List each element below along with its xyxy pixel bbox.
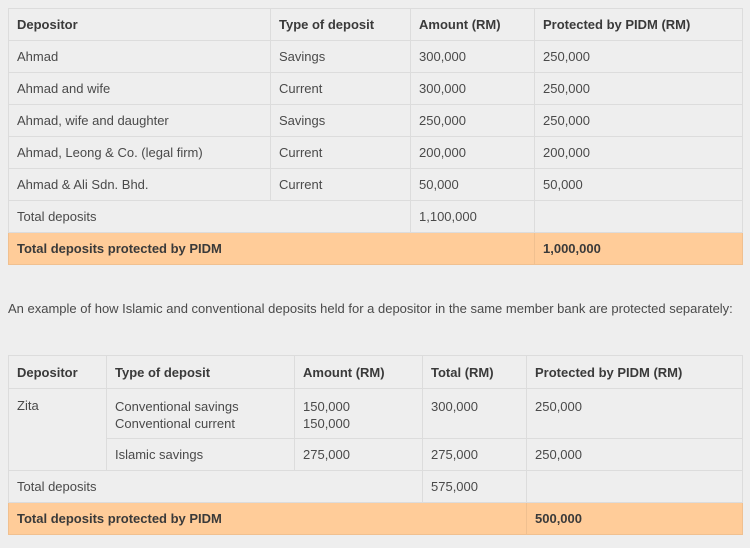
cell-amount bbox=[295, 389, 423, 439]
table-header-row bbox=[9, 9, 743, 41]
cell-type: Current bbox=[271, 73, 411, 105]
cell-type: Savings bbox=[271, 41, 411, 73]
table-row bbox=[9, 389, 743, 439]
cell-depositor: Ahmad, Leong & Co. (legal firm) bbox=[9, 137, 271, 169]
deposit-table-2 bbox=[8, 355, 743, 535]
total-deposits-label: Total deposits bbox=[9, 471, 423, 503]
cell-protected: 200,000 bbox=[535, 137, 743, 169]
cell-amount: 300,000 bbox=[411, 41, 535, 73]
conv-current-label: Conventional current bbox=[115, 416, 235, 431]
total-deposits-amount: 575,000 bbox=[423, 471, 527, 503]
table-row bbox=[9, 439, 743, 471]
deposit-table-1 bbox=[8, 8, 743, 265]
col-header-depositor: Depositor bbox=[9, 356, 107, 389]
cell-protected: 50,000 bbox=[535, 169, 743, 201]
cell-protected bbox=[527, 389, 743, 439]
total-deposits-empty bbox=[527, 471, 743, 503]
col-header-type: Type of deposit bbox=[271, 9, 411, 41]
cell-total bbox=[423, 389, 527, 439]
total-deposits-label: Total deposits bbox=[9, 201, 411, 233]
table-row bbox=[9, 41, 743, 73]
total-protected-row bbox=[9, 233, 743, 265]
total-protected-amount: 500,000 bbox=[527, 503, 743, 535]
cell-protected: 250,000 bbox=[535, 73, 743, 105]
cell-depositor: Ahmad, wife and daughter bbox=[9, 105, 271, 137]
conv-savings-amount: 150,000 bbox=[303, 399, 350, 414]
cell-type: Current bbox=[271, 137, 411, 169]
cell-total: 275,000 bbox=[423, 439, 527, 471]
table-header-row bbox=[9, 356, 743, 389]
cell-amount: 50,000 bbox=[411, 169, 535, 201]
cell-type: Current bbox=[271, 169, 411, 201]
cell-protected: 250,000 bbox=[527, 439, 743, 471]
cell-amount: 300,000 bbox=[411, 73, 535, 105]
total-protected-amount: 1,000,000 bbox=[535, 233, 743, 265]
cell-amount: 250,000 bbox=[411, 105, 535, 137]
conv-protected: 250,000 bbox=[535, 399, 582, 414]
cell-depositor: Ahmad and wife bbox=[9, 73, 271, 105]
total-deposits-empty bbox=[535, 201, 743, 233]
col-header-protected: Protected by PIDM (RM) bbox=[527, 356, 743, 389]
col-header-type: Type of deposit bbox=[107, 356, 295, 389]
cell-amount: 275,000 bbox=[295, 439, 423, 471]
col-header-protected: Protected by PIDM (RM) bbox=[535, 9, 743, 41]
conv-total: 300,000 bbox=[431, 399, 478, 414]
total-deposits-row bbox=[9, 201, 743, 233]
table-row bbox=[9, 169, 743, 201]
total-deposits-amount: 1,100,000 bbox=[411, 201, 535, 233]
col-header-amount: Amount (RM) bbox=[411, 9, 535, 41]
cell-type: Savings bbox=[271, 105, 411, 137]
conv-savings-label: Conventional savings bbox=[115, 399, 239, 414]
intro-paragraph: An example of how Islamic and conventional deposits held for a depositor in the same member bank are protected separately: bbox=[8, 301, 733, 316]
cell-amount: 200,000 bbox=[411, 137, 535, 169]
total-protected-label: Total deposits protected by PIDM bbox=[9, 503, 527, 535]
total-protected-row bbox=[9, 503, 743, 535]
cell-protected: 250,000 bbox=[535, 41, 743, 73]
table-row bbox=[9, 137, 743, 169]
table-row bbox=[9, 73, 743, 105]
total-protected-label: Total deposits protected by PIDM bbox=[9, 233, 535, 265]
col-header-total: Total (RM) bbox=[423, 356, 527, 389]
cell-depositor: Zita bbox=[9, 389, 107, 471]
col-header-amount: Amount (RM) bbox=[295, 356, 423, 389]
total-deposits-row bbox=[9, 471, 743, 503]
cell-depositor: Ahmad bbox=[9, 41, 271, 73]
conv-current-amount: 150,000 bbox=[303, 416, 350, 431]
cell-type: Islamic savings bbox=[107, 439, 295, 471]
cell-protected: 250,000 bbox=[535, 105, 743, 137]
col-header-depositor: Depositor bbox=[9, 9, 271, 41]
table-row bbox=[9, 105, 743, 137]
cell-type bbox=[107, 389, 295, 439]
cell-depositor: Ahmad & Ali Sdn. Bhd. bbox=[9, 169, 271, 201]
